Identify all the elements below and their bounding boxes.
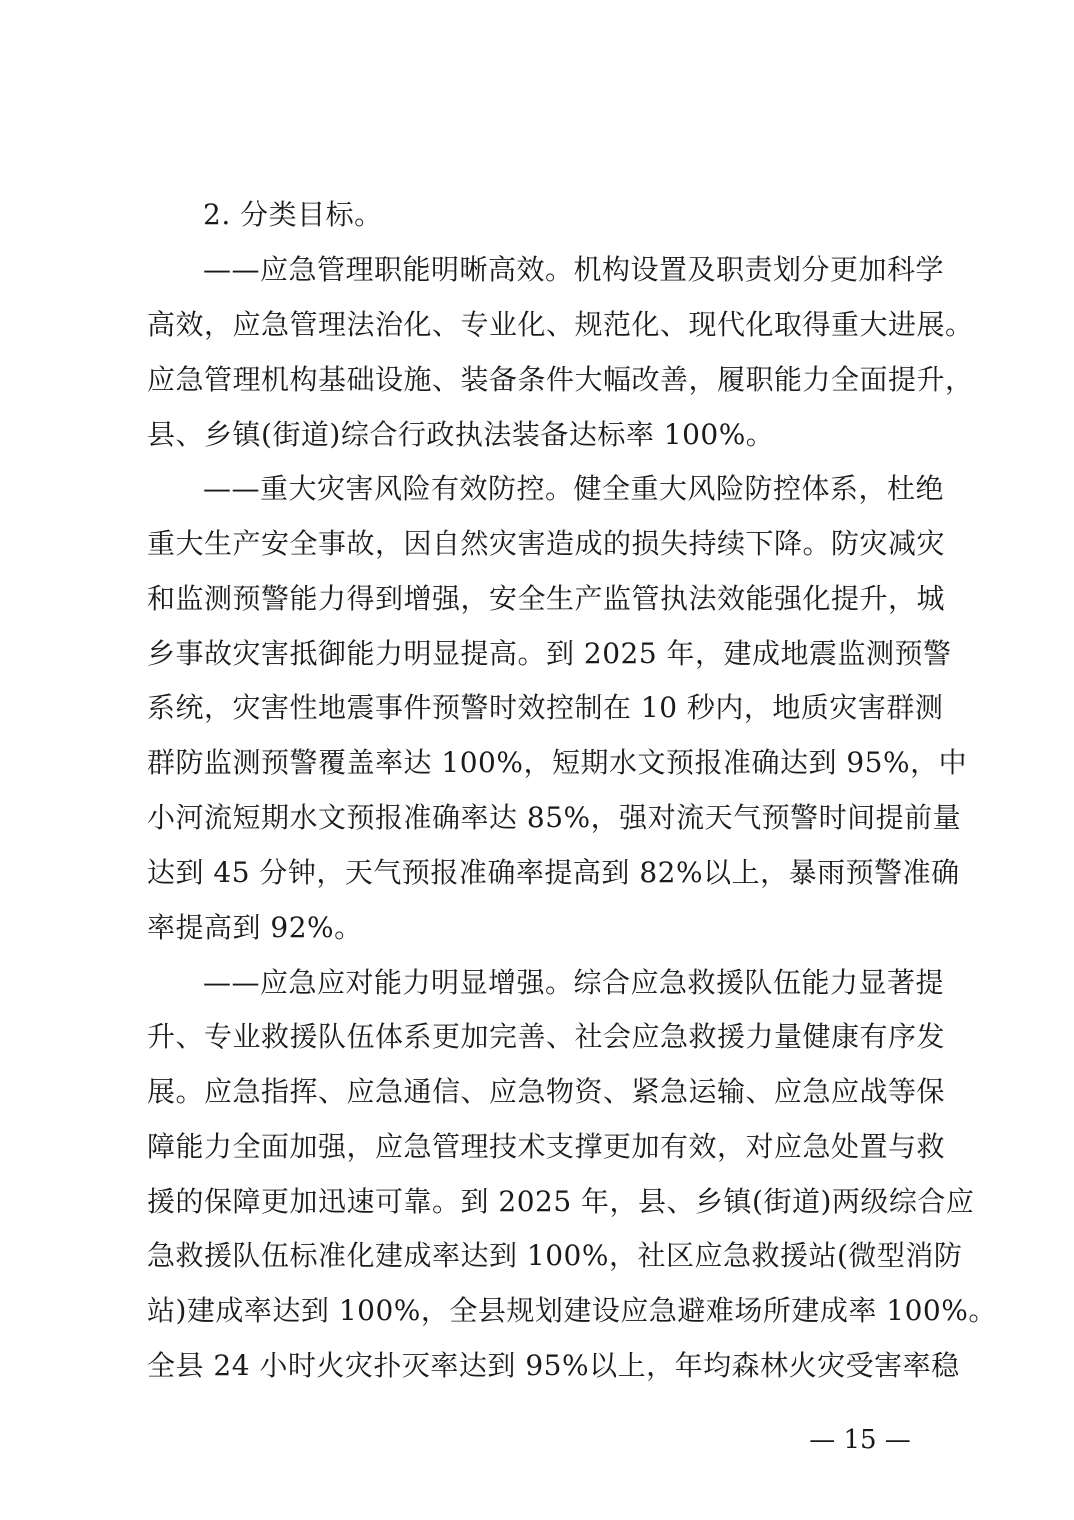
body-text-line: 县、乡镇(街道)综合行政执法装备达标率 100%。 <box>147 418 775 451</box>
body-text-line: 升、专业救援队伍体系更加完善、社会应急救援力量健康有序发 <box>147 1020 946 1053</box>
body-text-line: 急救援队伍标准化建成率达到 100%，社区应急救援站(微型消防 <box>147 1239 963 1272</box>
body-text-line: ——重大灾害风险有效防控。健全重大风险防控体系，杜绝 <box>203 472 945 505</box>
body-text-line: 群防监测预警覆盖率达 100%，短期水文预报准确达到 95%，中 <box>147 746 968 779</box>
body-text-line: 和监测预警能力得到增强，安全生产监管执法效能强化提升，城 <box>147 582 946 615</box>
body-text-line: 高效，应急管理法治化、专业化、规范化、现代化取得重大进展。 <box>147 308 974 341</box>
paragraph-heading: 2. 分类目标。 <box>203 198 383 231</box>
body-text-line: 站)建成率达到 100%，全县规划建设应急避难场所建成率 100%。 <box>147 1294 997 1327</box>
body-text-line: 展。应急指挥、应急通信、应急物资、紧急运输、应急应战等保 <box>147 1075 946 1108</box>
body-text-line: 系统，灾害性地震事件预警时效控制在 10 秒内，地质灾害群测 <box>147 691 944 724</box>
body-text-line: 全县 24 小时火灾扑灭率达到 95%以上，年均森林火灾受害率稳 <box>147 1349 960 1382</box>
body-text-line: ——应急管理职能明晰高效。机构设置及职责划分更加科学 <box>203 253 945 286</box>
page-number: — 15 — <box>809 1425 911 1455</box>
body-text-line: 达到 45 分钟，天气预报准确率提高到 82%以上，暴雨预警准确 <box>147 856 960 889</box>
body-text-line: 应急管理机构基础设施、装备条件大幅改善，履职能力全面提升， <box>147 363 974 396</box>
body-text-line: 乡事故灾害抵御能力明显提高。到 2025 年，建成地震监测预警 <box>147 637 952 670</box>
body-text-line: 重大生产安全事故，因自然灾害造成的损失持续下降。防灾减灾 <box>147 527 946 560</box>
body-text-line: 小河流短期水文预报准确率达 85%，强对流天气预警时间提前量 <box>147 801 962 834</box>
body-text-line: 援的保障更加迅速可靠。到 2025 年，县、乡镇(街道)两级综合应 <box>147 1185 975 1218</box>
body-text-line: 率提高到 92%。 <box>147 911 363 944</box>
body-text-line: ——应急应对能力明显增强。综合应急救援队伍能力显著提 <box>203 966 945 999</box>
body-text-line: 障能力全面加强，应急管理技术支撑更加有效，对应急处置与救 <box>147 1130 946 1163</box>
